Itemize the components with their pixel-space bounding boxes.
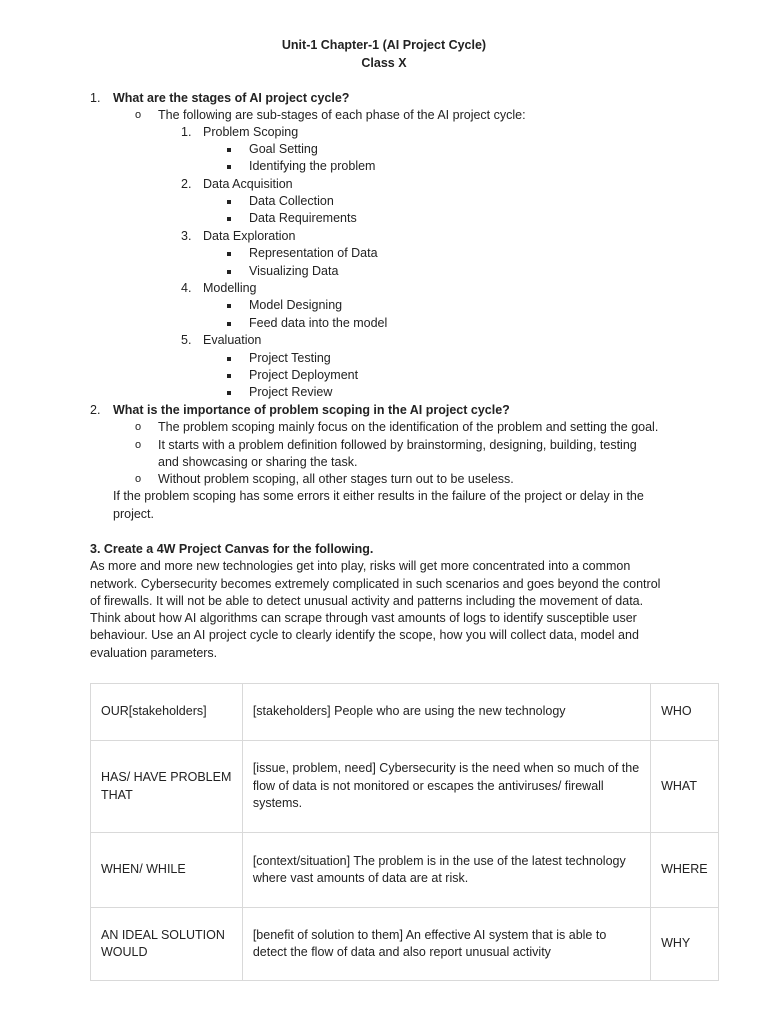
stage-name: Problem Scoping <box>203 125 299 139</box>
sub-stage: Model Designing <box>249 298 343 312</box>
q3-paragraph-line: of firewalls. It will not be able to detect unusual activity and patterns including the movement of data. <box>90 594 644 608</box>
q3-paragraph-line: network. Cybersecurity becomes extremely complicated in such scenarios and goes beyond the control <box>90 577 661 591</box>
q1-intro: The following are sub-stages of each phase of the AI project cycle: <box>158 108 526 122</box>
q3-paragraph-line: As more and more new technologies get into play, risks will get more concentrated into a common <box>90 559 631 573</box>
sub-stage: Data Requirements <box>249 211 357 225</box>
table-row <box>91 908 719 981</box>
circle-bullet-icon: o <box>135 439 142 451</box>
square-bullet-icon <box>227 165 231 169</box>
canvas-label: OUR[stakeholders] <box>91 684 243 741</box>
canvas-label: AN IDEAL SOLUTION WOULD <box>91 908 243 981</box>
canvas-w: WHERE <box>651 833 719 908</box>
stage-number: 1. <box>181 125 192 139</box>
square-bullet-icon <box>227 270 231 274</box>
circle-bullet-icon: o <box>135 421 142 433</box>
canvas-w: WHAT <box>651 741 719 833</box>
stage-number: 3. <box>181 229 192 243</box>
square-bullet-icon <box>227 217 231 221</box>
table-row <box>91 833 719 908</box>
q2-point: It starts with a problem definition followed by brainstorming, designing, building, testing <box>158 438 637 452</box>
square-bullet-icon <box>227 304 231 308</box>
q2-conclusion-continued: project. <box>113 507 154 521</box>
square-bullet-icon <box>227 357 231 361</box>
square-bullet-icon <box>227 322 231 326</box>
document-title: Unit-1 Chapter-1 (AI Project Cycle) <box>281 38 487 52</box>
q3-heading: 3. Create a 4W Project Canvas for the following. <box>90 542 374 556</box>
sub-stage: Project Deployment <box>249 368 359 382</box>
q2-number: 2. <box>90 403 101 417</box>
q2-point-continued: and showcasing or sharing the task. <box>158 455 358 469</box>
stage-name: Evaluation <box>203 333 262 347</box>
sub-stage: Visualizing Data <box>249 264 339 278</box>
stage-number: 5. <box>181 333 192 347</box>
sub-stage: Project Testing <box>249 351 331 365</box>
sub-stage: Goal Setting <box>249 142 318 156</box>
sub-stage: Representation of Data <box>249 246 378 260</box>
canvas-description: [issue, problem, need] Cybersecurity is the need when so much of the flow of data is not monitored or escapes the antiviruses/ firewall systems. <box>242 741 650 833</box>
q2-conclusion: If the problem scoping has some errors it either results in the failure of the project or delay in the <box>113 489 644 503</box>
sub-stage: Data Collection <box>249 194 334 208</box>
stage-name: Modelling <box>203 281 257 295</box>
q3-paragraph-line: behaviour. Use an AI project cycle to clearly identify the scope, how you will collect data, model and <box>90 628 639 642</box>
canvas-description: [benefit of solution to them] An effective AI system that is able to detect the flow of data and also report unusual activity <box>242 908 650 981</box>
q1-question: What are the stages of AI project cycle? <box>113 91 350 105</box>
sub-stage: Project Review <box>249 385 333 399</box>
sub-stage: Identifying the problem <box>249 159 376 173</box>
q1-number: 1. <box>90 91 101 105</box>
square-bullet-icon <box>227 148 231 152</box>
q2-point: Without problem scoping, all other stages turn out to be useless. <box>158 472 514 486</box>
q2-point: The problem scoping mainly focus on the identification of the problem and setting the goal. <box>158 420 659 434</box>
canvas-w: WHY <box>651 908 719 981</box>
project-canvas-table <box>90 683 719 981</box>
canvas-label: WHEN/ WHILE <box>91 833 243 908</box>
q3-paragraph-line: evaluation parameters. <box>90 646 218 660</box>
circle-bullet-icon: o <box>135 109 142 121</box>
square-bullet-icon <box>227 391 231 395</box>
circle-bullet-icon: o <box>135 473 142 485</box>
stage-name: Data Exploration <box>203 229 296 243</box>
square-bullet-icon <box>227 252 231 256</box>
table-row <box>91 684 719 741</box>
table-row <box>91 741 719 833</box>
canvas-description: [context/situation] The problem is in the use of the latest technology where vast amounts of data are at risk. <box>242 833 650 908</box>
canvas-label: HAS/ HAVE PROBLEM THAT <box>91 741 243 833</box>
canvas-w: WHO <box>651 684 719 741</box>
sub-stage: Feed data into the model <box>249 316 388 330</box>
canvas-description: [stakeholders] People who are using the new technology <box>242 684 650 741</box>
square-bullet-icon <box>227 200 231 204</box>
document-subtitle: Class X <box>361 56 407 70</box>
square-bullet-icon <box>227 374 231 378</box>
q3-paragraph-line: Think about how AI algorithms can scrape through vast amounts of logs to identify susceptible user <box>90 611 637 625</box>
stage-number: 2. <box>181 177 192 191</box>
stage-name: Data Acquisition <box>203 177 293 191</box>
q2-question: What is the importance of problem scoping in the AI project cycle? <box>113 403 510 417</box>
stage-number: 4. <box>181 281 192 295</box>
